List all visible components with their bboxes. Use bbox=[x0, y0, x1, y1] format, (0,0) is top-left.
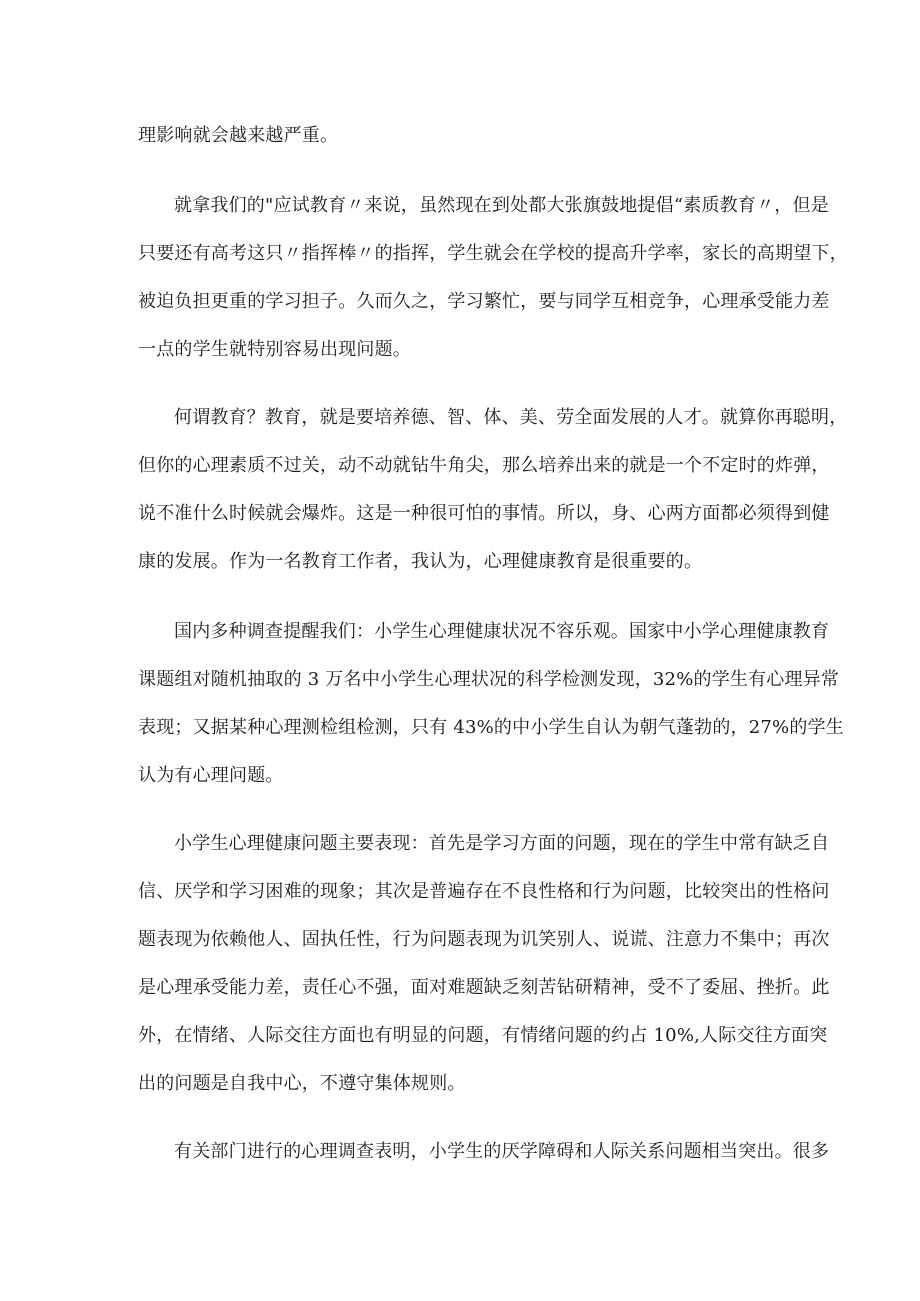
paragraph-first-line: 何谓教育？教育，就是要培养德、智、体、美、劳全面发展的人才。就算你再聪明， bbox=[174, 407, 848, 428]
text-line: 康的发展。作为一名教育工作者，我认为，心理健康教育是很重要的。 bbox=[138, 551, 703, 572]
text-line: 认为有心理问题。 bbox=[138, 765, 284, 786]
text-line: 说不准什么时候就会爆炸。这是一种很可怕的事情。所以，身、心两方面都必须得到健 bbox=[138, 503, 830, 524]
text-line: 只要还有高考这只〃指挥棒〃的指挥，学生就会在学校的提高升学率，家长的高期望下， bbox=[138, 243, 848, 264]
text-line: 但你的心理素质不过关，动不动就钻牛角尖，那么培养出来的就是一个不定时的炸弹， bbox=[138, 455, 830, 476]
text-line: 被迫负担更重的学习担子。久而久之，学习繁忙，要与同学互相竞争，心理承受能力差 bbox=[138, 291, 830, 312]
paragraph-first-line: 有关部门进行的心理调查表明，小学生的厌学障碍和人际关系问题相当突出。很多 bbox=[174, 1141, 830, 1162]
text-line: 是心理承受能力差，责任心不强，面对难题缺乏刻苦钻研精神，受不了委屈、挫折。此 bbox=[138, 977, 830, 998]
text-line: 外，在情绪、人际交往方面也有明显的问题，有情绪问题的约占 10%,人际交往方面突 bbox=[138, 1025, 828, 1046]
paragraph-first-line: 国内多种调查提醒我们：小学生心理健康状况不容乐观。国家中小学心理健康教育 bbox=[174, 621, 830, 642]
paragraph-first-line: 就拿我们的"应试教育〃来说，虽然现在到处都大张旗鼓地提倡“素质教育〃，但是 bbox=[174, 195, 829, 216]
text-line: 表现；又据某种心理测检组检测，只有 43%的中小学生自认为朝气蓬勃的，27%的学生 bbox=[138, 717, 844, 738]
text-line: 理影响就会越来越严重。 bbox=[138, 125, 339, 146]
text-line: 题表现为依赖他人、固执任性，行为问题表现为讥笑别人、说谎、注意力不集中；再次 bbox=[138, 929, 830, 950]
paragraph-first-line: 小学生心理健康问题主要表现：首先是学习方面的问题，现在的学生中常有缺乏自 bbox=[174, 833, 830, 854]
text-line: 课题组对随机抽取的 3 万名中小学生心理状况的科学检测发现，32%的学生有心理异常 bbox=[138, 669, 840, 690]
text-line: 一点的学生就特别容易出现问题。 bbox=[138, 339, 411, 360]
text-line: 出的问题是自我中心，不遵守集体规则。 bbox=[138, 1073, 466, 1094]
text-line: 信、厌学和学习困难的现象；其次是普遍存在不良性格和行为问题，比较突出的性格问 bbox=[138, 881, 830, 902]
